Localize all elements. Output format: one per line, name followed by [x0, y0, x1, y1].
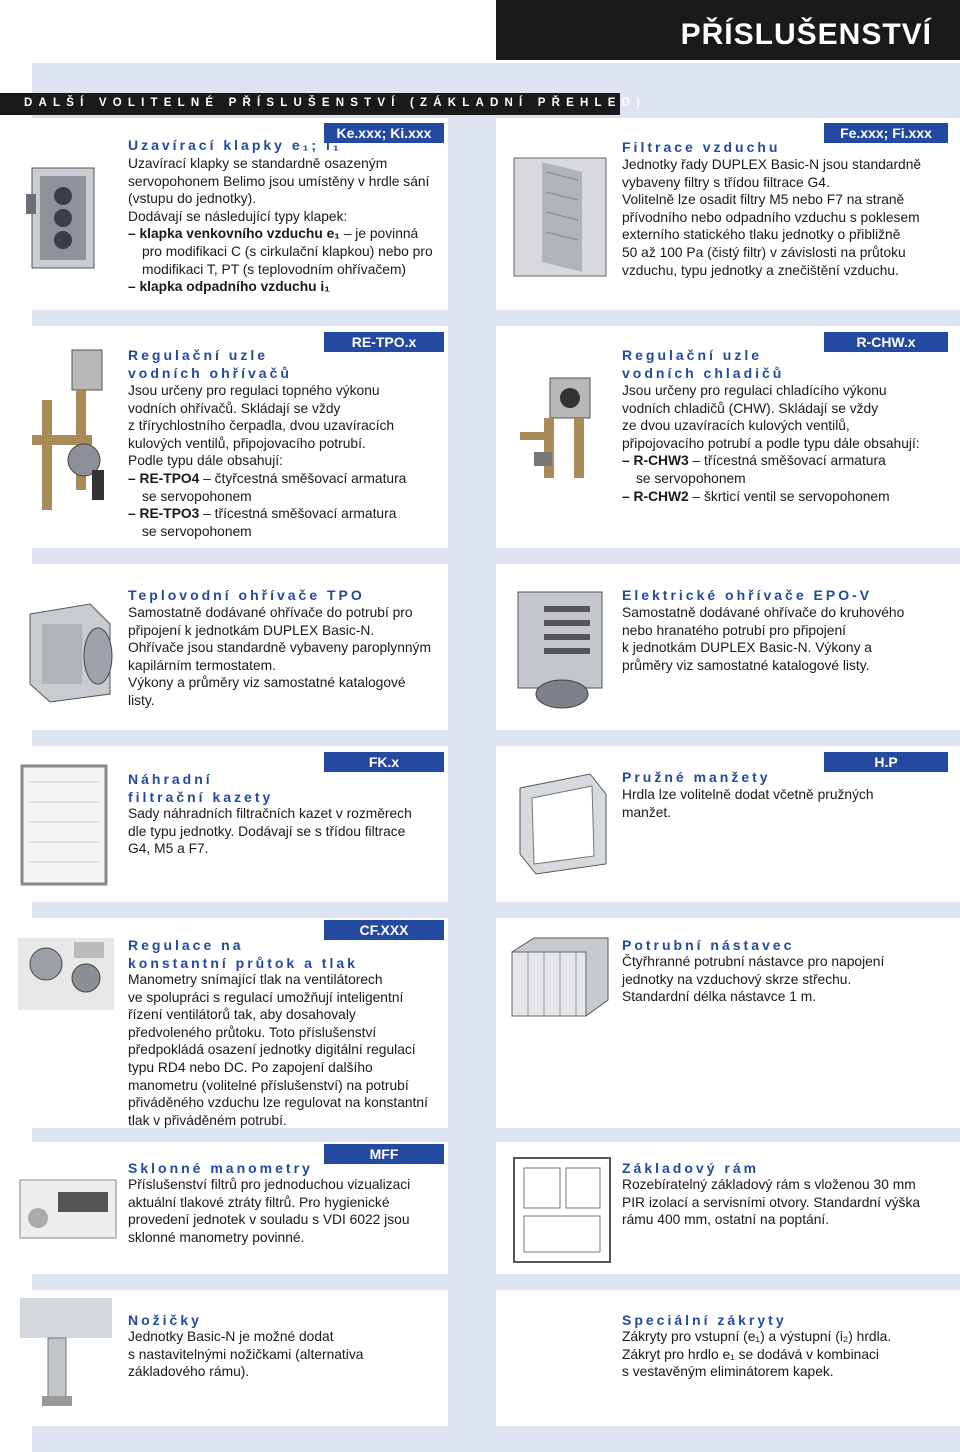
text-bold: – RE-TPO3 — [128, 506, 200, 522]
card-title: filtrační kazety — [128, 789, 274, 805]
card-title: Náhradní — [128, 771, 213, 787]
text-line: PIR izolací a servisními otvory. Standardní výška — [622, 1194, 921, 1210]
water-heater-photo — [20, 594, 120, 704]
text-line: manžet. — [622, 804, 672, 820]
code-badge: Ke.xxx; Ki.xxx — [324, 123, 444, 143]
code-badge: H.P — [824, 752, 948, 772]
text-line: kapilárním termostatem. — [128, 657, 276, 673]
card-re-tpo — [0, 326, 448, 548]
text-line — [622, 488, 956, 506]
text-line: Dodávají se následující typy klapek: — [128, 208, 348, 224]
text-line: manometru (volitelné příslušenství) na potrubí — [128, 1077, 409, 1093]
code-badge: CF.XXX — [324, 920, 444, 940]
card-text — [128, 604, 446, 710]
code-badge: Fe.xxx; Fi.xxx — [824, 123, 948, 143]
card-filtracni-kazety — [0, 746, 448, 902]
text-line: přívodního nebo odpadního vzduchu s poklesem — [622, 209, 920, 225]
text-line: externího statického tlaku jednotky o přibližně — [622, 227, 901, 243]
text-line: – klapka odpadního vzduchu i₁ — [128, 279, 330, 295]
text-line: listy. — [128, 692, 155, 708]
text-line: servopohonem Belimo jsou umístěny v hrdle sání — [128, 173, 430, 189]
text-line: přiváděného vzduchu lze regulovat na konstantní — [128, 1095, 428, 1111]
filter-cassette-photo — [18, 762, 110, 888]
text-line: (vstupu do jednotky). — [128, 191, 257, 207]
pressure-sensors-photo — [16, 934, 116, 1014]
text-line: 50 až 100 Pa (čistý filtr) v závislosti na průtoku — [622, 244, 906, 260]
card-specialni-zakryty — [496, 1290, 960, 1426]
card-title: vodních chladičů — [622, 365, 785, 381]
card-tpo — [0, 564, 448, 730]
card-title: Regulační uzle — [622, 347, 763, 363]
text-line — [622, 452, 956, 470]
text-span: – je povinná — [339, 226, 419, 242]
card-title: Nožičky — [128, 1312, 202, 1328]
text-line: Sady náhradních filtračních kazet v rozměrech — [128, 806, 412, 821]
text-line — [128, 470, 446, 488]
flexible-collar-photo — [510, 768, 614, 878]
card-text — [622, 953, 956, 1006]
text-line: s vestavěným eliminátorem kapek. — [622, 1364, 834, 1380]
filter-photo — [512, 152, 608, 282]
base-frame-drawing — [510, 1154, 614, 1266]
text-line: z třírychlostního čerpadla, dvou uzavíracích — [128, 418, 395, 434]
card-konstantni-prutok — [0, 918, 448, 1128]
card-title: Uzavírací klapky e₁; i₁ — [128, 137, 342, 153]
inclined-manometer-photo — [18, 1178, 118, 1240]
card-text — [128, 155, 448, 296]
card-title: konstantní průtok a tlak — [128, 955, 358, 971]
text-line: se servopohonem — [636, 470, 746, 486]
text-line: základového rámu). — [128, 1364, 250, 1380]
text-span: – čtyřcestná směšovací armatura — [199, 470, 407, 486]
text-line: Jsou určeny pro regulaci chladícího výkonu — [622, 383, 887, 398]
text-line: s nastavitelnými nožičkami (alternativa — [128, 1346, 364, 1362]
text-line: provedení jednotek v souladu s VDI 6022 jsou — [128, 1212, 410, 1228]
text-span: – třícestná směšovací armatura — [688, 453, 886, 469]
cooler-regulation-unit-photo — [514, 372, 610, 482]
card-sklonne-manometry — [0, 1142, 448, 1274]
card-title: Sklonné manometry — [128, 1160, 313, 1176]
text-line: nebo hranatého potrubí pro připojení — [622, 622, 846, 638]
duct-extension-photo — [508, 934, 612, 1020]
section-title: DALŠÍ VOLITELNÉ PŘÍSLUŠENSTVÍ (ZÁKLADNÍ PŘEHLED) — [0, 93, 620, 115]
text-line: typu RD4 nebo DC. Po zapojení dalšího — [128, 1059, 373, 1075]
card-zakladovy-ram — [496, 1142, 960, 1274]
text-line: Podle typu dále obsahují: — [128, 453, 283, 469]
card-pruzne-manzety — [496, 746, 960, 902]
code-badge: FK.x — [324, 752, 444, 772]
card-text — [128, 382, 446, 540]
heater-regulation-unit-photo — [22, 340, 114, 520]
card-text — [128, 971, 446, 1129]
text-line: Manometry snímající tlak na ventilátorech — [128, 972, 383, 987]
text-line: ze dvou uzavíracích kulových ventilů, — [622, 418, 850, 434]
card-text — [128, 805, 446, 858]
code-badge: MFF — [324, 1144, 444, 1164]
card-uzaviraci-klapky — [0, 118, 448, 310]
card-text — [622, 156, 952, 279]
card-potrubni-nastavec — [496, 918, 960, 1128]
card-title: Filtrace vzduchu — [622, 139, 781, 155]
code-badge: R-CHW.x — [824, 332, 948, 352]
text-line: připojovacího potrubí a podle typu dále obsahují: — [622, 435, 920, 451]
text-line: jednotky na vzduchový skrze střechu. — [622, 971, 852, 987]
page-title: PŘÍSLUŠENSTVÍ — [496, 0, 960, 60]
text-line: sklonné manometry povinné. — [128, 1229, 305, 1245]
text-span: – třícestná směšovací armatura — [199, 506, 397, 522]
card-text — [622, 604, 956, 674]
card-title: Pružné manžety — [622, 769, 771, 785]
text-bold: – R-CHW2 — [622, 488, 689, 504]
text-line: dle typu jednotky. Dodávají se s třídou filtrace — [128, 823, 406, 839]
text-line: tlak v přiváděném potrubí. — [128, 1112, 287, 1128]
text-line: Jsou určeny pro regulaci topného výkonu — [128, 383, 380, 398]
card-title: Regulace na — [128, 937, 244, 953]
text-line: Příslušenství filtrů pro jednoduchou vizualizaci — [128, 1177, 411, 1192]
text-line: Jednotky Basic-N je možné dodat — [128, 1329, 334, 1344]
text-line: vodních ohřívačů. Skládají se vždy — [128, 400, 341, 416]
text-line: Volitelně lze osadit filtry M5 nebo F7 na straně — [622, 192, 905, 208]
card-title: Potrubní nástavec — [622, 937, 795, 953]
text-line: Standardní délka nástavce 1 m. — [622, 989, 817, 1005]
text-line: Zákryty pro vstupní (e₁) a výstupní (i₂) hrdla. — [622, 1329, 892, 1344]
text-line: vodních chladičů (CHW). Skládají se vždy — [622, 400, 879, 416]
text-line: aktuální tlakové ztráty filtrů. Pro hygienické — [128, 1194, 390, 1210]
text-line — [128, 225, 448, 243]
card-nozicky — [0, 1290, 448, 1426]
text-line: připojení k jednotkám DUPLEX Basic-N. — [128, 622, 375, 638]
text-line: se servopohonem — [142, 488, 252, 504]
card-title: Elektrické ohřívače EPO-V — [622, 587, 873, 603]
text-line: Jednotky řady DUPLEX Basic-N jsou standardně — [622, 157, 922, 172]
card-filtrace — [496, 118, 960, 310]
text-line: rámu 400 mm, ostatní na poptání. — [622, 1212, 830, 1228]
code-badge: RE-TPO.x — [324, 332, 444, 352]
text-line: průměry viz samostatné katalogové listy. — [622, 657, 870, 673]
text-line: Samostatně dodávané ohřívače do kruhového — [622, 605, 905, 620]
text-line: se servopohonem — [142, 523, 252, 539]
text-line: ve spolupráci s regulací umožňují inteligentní — [128, 989, 404, 1005]
text-line: Hrdla lze volitelně dodat včetně pružných — [622, 787, 874, 802]
text-span: – škrticí ventil se servopohonem — [688, 488, 890, 504]
text-line: vybaveny filtry s třídou filtrace G4. — [622, 174, 830, 190]
card-text — [128, 1176, 446, 1246]
card-r-chw — [496, 326, 960, 548]
card-title: vodních ohřívačů — [128, 365, 292, 381]
card-title: Základový rám — [622, 1160, 760, 1176]
card-title: Regulační uzle — [128, 347, 269, 363]
text-line: Rozebíratelný základový rám s vloženou 30 mm — [622, 1177, 916, 1192]
text-line — [128, 505, 446, 523]
damper-photo — [26, 150, 106, 280]
text-line: pro modifikaci C (s cirkulační klapkou) nebo pro — [142, 243, 433, 259]
text-bold: – RE-TPO4 — [128, 470, 200, 486]
card-text — [128, 1328, 446, 1381]
text-line: kulových ventilů, připojovacího potrubí. — [128, 435, 366, 451]
card-text — [622, 786, 956, 821]
text-line: G4, M5 a F7. — [128, 841, 209, 857]
text-line: Výkony a průměry viz samostatné katalogové — [128, 675, 406, 691]
text-line: Zákryt pro hrdlo e₁ se dodává v kombinaci — [622, 1346, 879, 1362]
text-bold: – klapka venkovního vzduchu e₁ — [128, 226, 340, 242]
text-line: vzduchu, typu jednotky a znečištění vzduchu. — [622, 262, 899, 278]
card-title: Teplovodní ohřívače TPO — [128, 587, 365, 603]
card-text — [622, 1176, 956, 1229]
text-line: modifikaci T, PT (s teplovodním ohřívačem) — [142, 261, 407, 277]
text-line: k jednotkám DUPLEX Basic-N. Výkony a — [622, 640, 872, 656]
text-line: Samostatně dodávané ohřívače do potrubí pro — [128, 605, 413, 620]
text-line: Čtyřhranné potrubní nástavce pro napojení — [622, 954, 885, 969]
card-text — [622, 1328, 956, 1381]
unit-feet-photo — [18, 1296, 114, 1420]
text-line: řízení ventilátorů tak, aby dosahovaly — [128, 1007, 356, 1023]
card-text — [622, 382, 956, 505]
text-bold: – R-CHW3 — [622, 453, 689, 469]
text-line: předvoleného průtoku. Toto příslušenství — [128, 1024, 377, 1040]
electric-heater-photo — [510, 582, 610, 718]
card-title: Speciální zákryty — [622, 1312, 787, 1328]
text-line: předpokládá osazení jednotky digitální regulací — [128, 1042, 416, 1058]
card-epo — [496, 564, 960, 730]
text-line: Ohřívače jsou standardně vybaveny paroplynným — [128, 640, 431, 656]
text-line: Uzavírací klapky se standardně osazeným — [128, 156, 388, 171]
